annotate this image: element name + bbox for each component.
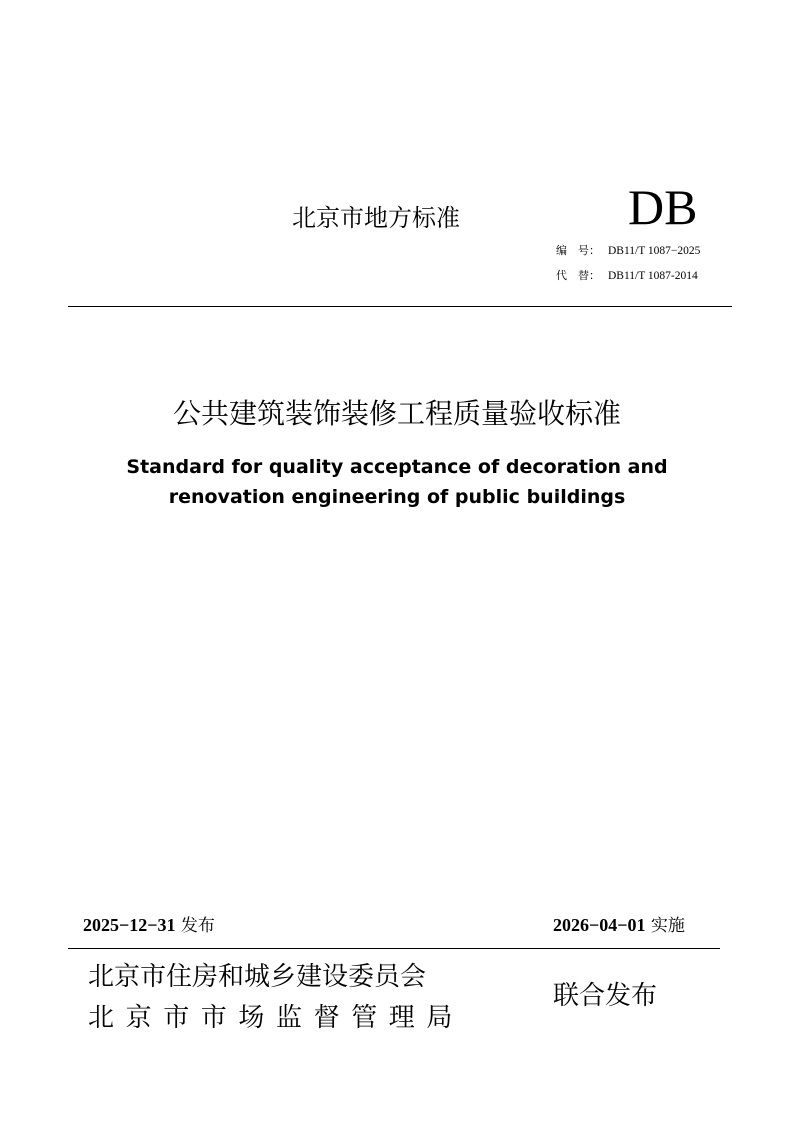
issuer-housing-commission: 北京市住房和城乡建设委员会 [88,962,427,992]
db-mark: DB [628,179,698,235]
header-divider [68,306,732,307]
implement-date-row [553,913,685,938]
standard-type: 北京市地方标准 [292,204,460,232]
replaces-label: 代 替： [556,269,600,282]
implement-label: 实施 [645,916,685,936]
standard-number-label: 编 号： [556,244,600,257]
implement-date: 2026−04−01 [553,915,646,935]
title-english-line1: Standard for quality acceptance of decoration and [126,456,668,478]
issue-date-row [83,913,215,938]
standard-number-value: DB11/T 1087−2025 [608,245,701,257]
title-english-line2: renovation engineering of public buildings [168,486,626,508]
footer-divider [68,948,720,949]
standard-number-row [556,244,700,258]
issue-label: 发布 [175,916,215,936]
replaces-value: DB11/T 1087-2014 [608,270,698,282]
replaces-row [556,269,698,283]
title-chinese: 公共建筑装饰装修工程质量验收标准 [172,397,621,430]
issuer-market-regulation: 北京市市场监督管理局 [88,1003,465,1033]
issue-date: 2025−12−31 [83,915,176,935]
joint-issue-label: 联合发布 [553,981,658,1011]
